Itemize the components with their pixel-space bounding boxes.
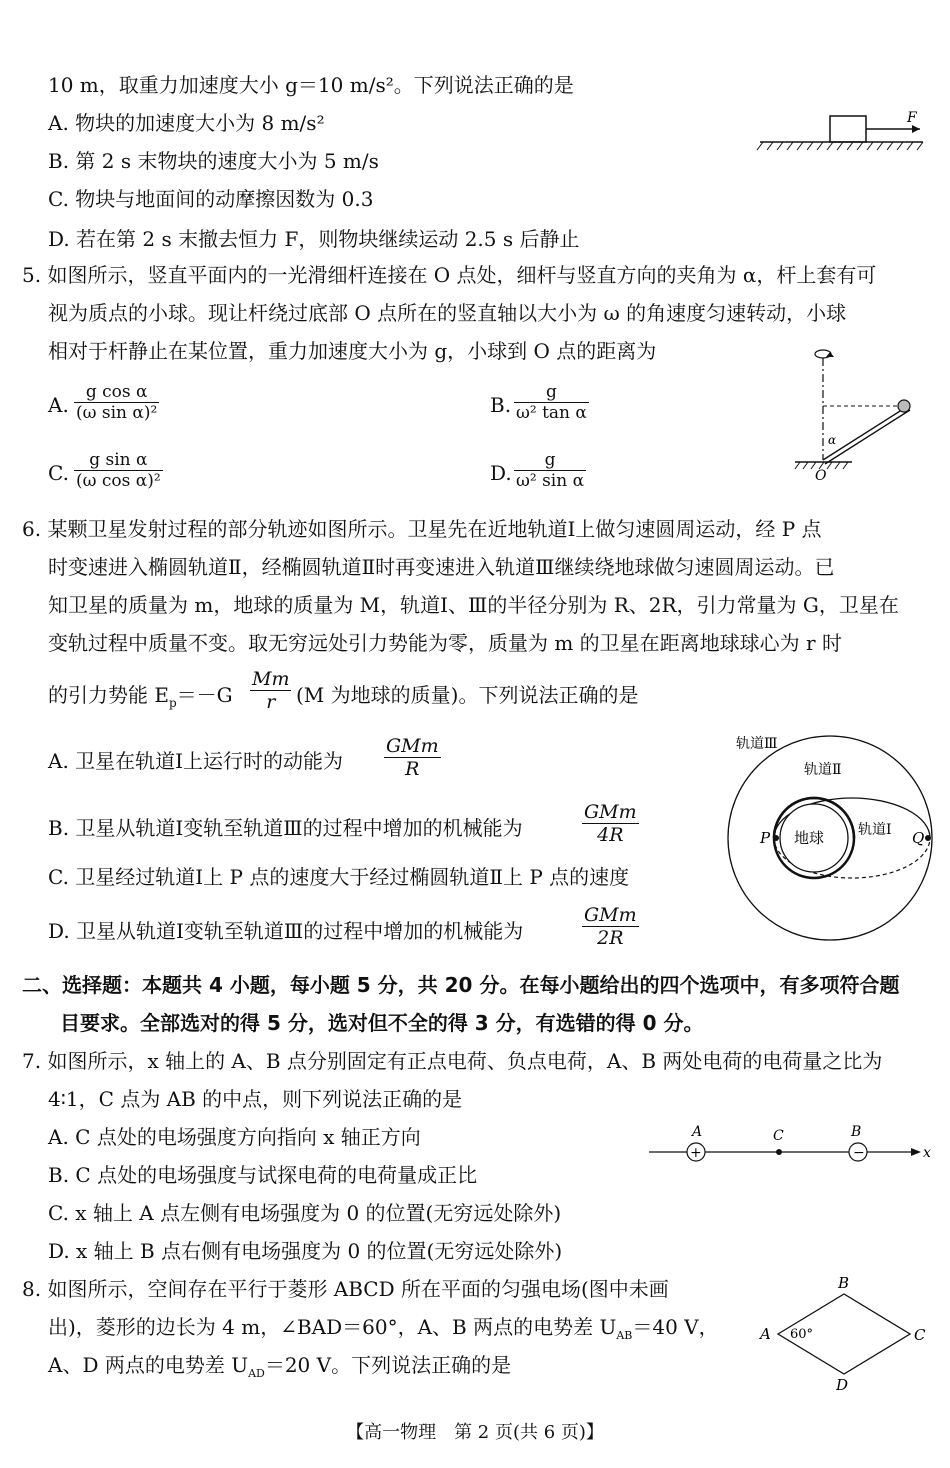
q7-charge-axis-figure [645, 1120, 935, 1168]
q8-rhombus-figure [756, 1272, 936, 1394]
q6-fig-orbit2: 轨道Ⅱ [804, 762, 842, 778]
q6-potential-fraction: $\frac{Mm}{r}$ [252, 668, 290, 713]
q6-line5-pre: 的引力势能 E [48, 683, 169, 707]
q6-orbit-figure [722, 730, 937, 960]
q8-stem-line-1: 8. 如图所示，空间存在平行于菱形 ABCD 所在平面的匀强电场(图中未画 [22, 1277, 669, 1301]
q5-fig-o: O [815, 468, 827, 484]
q7-stem-line-1: 7. 如图所示，x 轴上的 A、B 点分别固定有正点电荷、负点电荷，A、B 两处电荷的电荷量之比为 [22, 1049, 883, 1073]
q5-option-c-fraction: $\frac{\text{g sin α}}{\text{(ω cos α)²}}$ [76, 450, 161, 491]
q5-stem-line-3: 相对于杆静止在某位置，重力加速度大小为 g，小球到 O 点的距离为 [48, 339, 657, 363]
section2-heading-line-2: 目要求。全部选对的得 5 分，选对但不全的得 3 分，有选错的得 0 分。 [60, 1011, 704, 1035]
q6-option-d-fraction: GMm 2R [584, 904, 637, 949]
q7-stem-line-2: 4∶1，C 点为 AB 的中点，则下列说法正确的是 [48, 1087, 463, 1111]
q6-option-a: A. 卫星在轨道Ⅰ上运行时的动能为 [48, 749, 344, 773]
q7-fig-minus: − [853, 1145, 865, 1161]
q6-line5-post: (M 为地球的质量)。下列说法正确的是 [296, 683, 639, 707]
q4-fig-label-f: F [907, 110, 917, 126]
q6-stem-line-2: 时变速进入椭圆轨道Ⅱ，经椭圆轨道Ⅱ时再变速进入轨道Ⅲ继续绕地球做匀速圆周运动。已 [48, 555, 835, 579]
q7-fig-c: C [773, 1128, 784, 1144]
q8-fig-d: D [836, 1376, 849, 1394]
q5-option-a-fraction: $\frac{\text{g cos α}}{\text{(ω sin α)²}}$ [76, 382, 158, 423]
q6-stem-line-1: 6. 某颗卫星发射过程的部分轨迹如图所示。卫星先在近地轨道Ⅰ上做匀速圆周运动，经 P 点 [22, 517, 822, 541]
q5-stem-line-2: 视为质点的小球。现让杆绕过底部 O 点所在的竖直轴以大小为 ω 的角速度匀速转动，小球 [48, 301, 847, 325]
page-footer: 【高一物理 第 2 页(共 6 页)】 [346, 1422, 604, 1443]
q6-fig-earth: 地球 [794, 829, 825, 847]
q6-option-a-fraction: GMm R [386, 735, 439, 780]
q8-sub-ad: AD [248, 1367, 265, 1380]
q7-option-d: D. x 轴上 B 点右侧有电场强度为 0 的位置(无穷远处除外) [48, 1239, 563, 1263]
q6-option-b: B. 卫星从轨道Ⅰ变轨至轨道Ⅲ的过程中增加的机械能为 [48, 816, 523, 840]
section2-heading-line-1: 二、选择题：本题共 4 小题，每小题 5 分，共 20 分。在每小题给出的四个选项中，有多项符合题 [22, 973, 900, 997]
q6-fig-orbit1: 轨道Ⅰ [858, 822, 892, 838]
q8-fig-angle: 60° [790, 1327, 814, 1342]
q4-option-c: C. 物块与地面间的动摩擦因数为 0.3 [48, 187, 374, 211]
q5-option-c-label: C. [48, 461, 69, 485]
q6-stem-line-3: 知卫星的质量为 m，地球的质量为 M，轨道Ⅰ、Ⅲ的半径分别为 R、2R，引力常量为 G，卫星在 [48, 593, 899, 617]
q6-stem-line-4: 变轨过程中质量不变。取无穷远处引力势能为零，质量为 m 的卫星在距离地球球心为 r 时 [48, 631, 842, 655]
q6-line5-sub: p [168, 696, 177, 710]
q4-option-d: D. 若在第 2 s 末撤去恒力 F，则物块继续运动 2.5 s 后静止 [48, 227, 580, 251]
q7-fig-plus: + [690, 1145, 702, 1161]
q4-block-figure [755, 108, 930, 153]
q4-option-b: B. 第 2 s 末物块的速度大小为 5 m/s [48, 149, 379, 173]
q5-option-a-label: A. [48, 393, 69, 417]
q8-stem-line-2: 出)，菱形的边长为 4 m，∠BAD＝60°，A、B 两点的电势差 $U_{AB}=40$ V， [48, 1315, 719, 1342]
q6-fig-q: Q [912, 829, 925, 847]
q6-line5-eq: ＝－G [176, 683, 233, 707]
q5-option-b-fraction: $\frac{g}{\text{ω² tan α}}$ [516, 382, 587, 423]
q5-option-b-label: B. [490, 393, 512, 417]
q7-option-c: C. x 轴上 A 点左侧有电场强度为 0 的位置(无穷远处除外) [48, 1201, 562, 1225]
q7-option-a: A. C 点处的电场强度方向指向 x 轴正方向 [48, 1125, 421, 1149]
q5-stem-line-1: 5. 如图所示，竖直平面内的一光滑细杆连接在 O 点处，细杆与竖直方向的夹角为 α，杆上套有可 [22, 263, 877, 287]
q4-option-a: A. 物块的加速度大小为 8 m/s² [48, 111, 325, 135]
q6-option-b-fraction: GMm 4R [584, 801, 637, 846]
q7-option-b: B. C 点处的电场强度与试探电荷的电荷量成正比 [48, 1163, 478, 1187]
q8-fig-a: A [760, 1325, 771, 1343]
q6-option-d: D. 卫星从轨道Ⅰ变轨至轨道Ⅲ的过程中增加的机械能为 [48, 919, 524, 943]
q6-option-c: C. 卫星经过轨道Ⅰ上 P 点的速度大于经过椭圆轨道Ⅱ上 P 点的速度 [48, 865, 630, 889]
q6-fig-orbit3: 轨道Ⅲ [736, 736, 778, 752]
q5-fig-alpha: α [828, 433, 837, 447]
q7-fig-x: x [923, 1145, 931, 1161]
q5-option-d-label: D. [490, 461, 512, 485]
q7-fig-b: B [851, 1124, 862, 1140]
q7-fig-a: A [692, 1124, 703, 1140]
q8-fig-b: B [838, 1274, 850, 1292]
q5-option-d-fraction: $\frac{g}{\text{ω² sin α}}$ [516, 450, 585, 491]
q5-rotating-rod-figure [790, 340, 930, 485]
q4-stem-line: 10 m，取重力加速度大小 g＝10 m/s²。下列说法正确的是 [48, 73, 574, 97]
q8-sub-ab: AB [616, 1329, 633, 1342]
q6-stem-line-5 [48, 682, 233, 716]
q8-fig-c: C [914, 1326, 926, 1344]
q6-fig-p: P [760, 829, 771, 847]
q8-stem-line-3: A、D 两点的电势差 $U_{AD}=20$ V。下列说法正确的是 [48, 1353, 512, 1380]
